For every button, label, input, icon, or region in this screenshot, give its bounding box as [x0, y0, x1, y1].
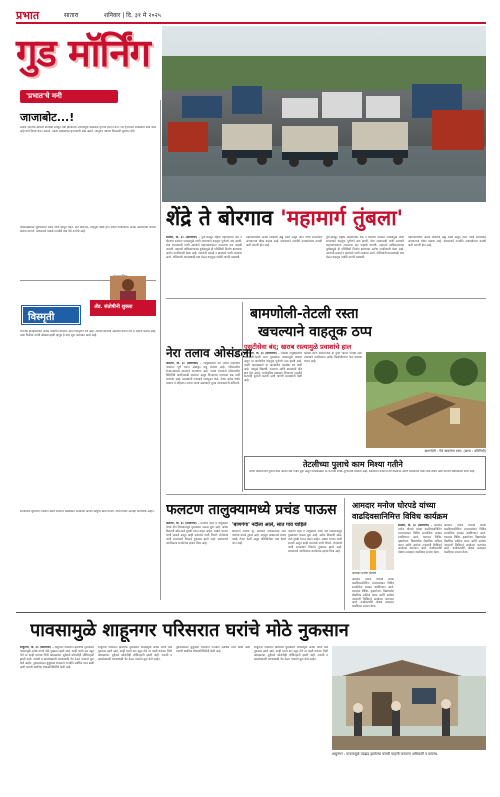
bamnoli-headline: बामणोली-तेटली रस्ता [250, 306, 359, 322]
ghorpade-dateline: सातारा, दि. ३० (प्रतिनिधी) - [398, 524, 433, 527]
damage-body-col2: शाहूनगर परिसरात झालेल्या मुसळधार पावसामुळे अनेक घरांचे मोठे नुकसान झाले आहे. काही घरांचे छत उडून गेले तर काही घरांच्या भिंती कोसळल्या. सुदैवाने कोणतीही जीवितहानी झाली नाही. तलाठी व ग्रामसेवकांनी घटनास्थळी भेट देऊन पंचनामे सुरू केले आहेत. [98, 646, 172, 661]
column-divider [160, 100, 161, 600]
lead-body-col3: पुणे-बंगळूर राष्ट्रीय महामार्गावर शेंद्रे ते बोरगाव दरम्यान पावसामुळे पाणी साचल्याने वाहतूक पूर्णपणे ठप्प झाली. सेवा रस्त्यांवरही पाणी आल्याने वाहनचालकांना तासन्तास वाट पाहावी लागली. महामार्ग प्राधिकरणाच्या दुर्लक्षामुळे ही परिस्थिती निर्माण झाल्याचा आरोप नागरिकांनी केला आहे. गटारांची सफाई न झाल्याने पाणी रस्त्यावर आले. पोलिसांनी घटनास्थळी धाव घेऊन वाहतूक पर्यायी मार्गाने वळवली. [326, 236, 404, 259]
damage-body-col3: नुकसानग्रस्त कुटुंबांना शासनाने तातडीने आर्थिक मदत द्यावी अशी मागणी स्थानिक लोकप्रतिनिधींनी केली आहे. [176, 646, 250, 653]
photo-caption: बामणोली : येथे खचलेला रस्ता. (छाया : प्रतिनिधी) [424, 449, 486, 453]
vismrutit-body-2: सामाजिक सुधारणा, शिक्षण आणि स्वातंत्र्य चळवळीत अनेकांनी आपले आयुष्य खर्ची घातले. त्यांचे विचार आजही मार्गदर्शक आहेत. [20, 510, 155, 513]
masthead-rule [16, 22, 486, 24]
ghorpade-body-col3: आमदार मनोज घोरपडे यांच्या वाढदिवसानिमित्त मतदारसंघात विविध सामाजिक उपक्रम राबविण्यात आले. रक्तदान शिबिर, वृक्षारोपण, विद्यार्थ्यांना शैक्षणिक साहित्य वाटप आणि आरोग्य तपासणी शिबिराचे आयोजन करण्यात आले. कार्यकर्त्यांनी मोठ्या उत्साहात वाढदिवस साजरा केला. [352, 578, 394, 608]
brand-logo: प्रभात [16, 9, 40, 22]
damage-body: शाहूनगर परिसरात झालेल्या मुसळधार पावसामुळे अनेक घरांचे मोठे नुकसान झाले आहे. काही घरांचे छत उडून गेले तर काही घरांच्या भिंती कोसळल्या. सुदैवाने कोणतीही जीवितहानी झाली नाही. तलाठी व ग्रामसेवकांनी घटनास्थळी भेट देऊन पंचनामे सुरू केले आहेत. [20, 646, 94, 665]
column-label-badge [20, 90, 118, 103]
damage-photo [332, 646, 486, 750]
lead-headline-plain: शेंद्रे ते बोरगाव [166, 206, 273, 230]
column-label: 'प्रभात'चे मनी [26, 92, 62, 100]
column-divider [344, 498, 345, 610]
city-label: सातारा [64, 12, 79, 19]
bamnoli-photo [366, 352, 486, 448]
bridge-body: तेटली परिसरातील पुलाचे काम अत्यंत संथ गतीने सुरू असून पावसाळ्यात या भागाचा संपर्क तुटण्याची शक्यता आहे. ठेकेदाराने कामाचा वेग वाढवावा आणि प्रशासनाने यावर लक्ष ठेवावे अशी मागणी स्थानिकांनी केली आहे. [249, 470, 476, 473]
bamnoli-body-col2: कोयना धरण परिसरातील या दुर्गम भागात पर्यायी रस्ता नसल्याने नागरिकांना अनेक किलोमीटरचा फेरा घालावा लागत आहे. [304, 352, 362, 363]
nira-body-text-2: गेल्या अनेक वर्षांत प्रथमच मे महिन्यात तलाव भरला असल्याचे जुन्या जाणकारांनी सांगितले. [166, 376, 240, 385]
ghorpade-headline-2: वाढदिवसानिमित्त विविध कार्यक्रम [352, 512, 448, 521]
divider [166, 494, 486, 495]
column-body-2: पावसाळ्याच्या सुरुवातीला सर्वत्र पाणी साचून राहते. रस्ते खचतात, वाहतूक कोंडी होते आणि नागरिकांना अनेक अडचणींचा सामना करावा लागतो. प्रशासनाने याकडे तातडीने लक्ष देणे गरजेचे आहे. [20, 226, 156, 233]
lead-dateline: सातारा, दि. ३० (प्रतिनिधी) - [166, 236, 200, 239]
nira-body [166, 362, 240, 490]
date-label: शनिवार | दि. ३१ मे २०२५ [104, 12, 161, 19]
lead-body-col1 [166, 236, 242, 296]
damage-body-col1 [20, 646, 94, 786]
lead-body-col2: महामार्गावरील अनेक ठिकाणी खड्डे पडले असून त्यात पाणी साचल्याने अपघाताचा धोका वाढला आहे. प्रशासनाने तातडीने उपाययोजना करावी अशी मागणी होत आहे. [246, 236, 322, 247]
phaltan-body: फलटण शहर व तालुक्यात गेल्या दोन दिवसांपासून मुसळधार पाऊस सुरू आहे. अनेक ठिकाणी ओढे-नाले दुथडी भरून वाहत आहेत. सखल भागात पाणी साचले असून काही घरांमध्ये पाणी शिरले. शेतांमध्ये पाणी साचल्याने पिकांचे नुकसान झाले आहे. प्रशासनाने नागरिकांना सतर्कतेचा इशारा दिला आहे. [166, 522, 228, 545]
vismrutit-body: भारतीय इतिहासातील अनेक व्यक्तींचे योगदान आज विस्मृतीत गेले आहे. त्यांच्या कार्याची आठवण करून देणे हे आपले कर्तव्य आहे. नव्या पिढीला त्यांची ओळख व्हावी म्हणून हे सदर सुरू करण्यात आले आहे. [20, 330, 156, 337]
ghorpade-body: आमदार मनोज घोरपडे यांच्या वाढदिवसानिमित्त मतदारसंघात विविध सामाजिक उपक्रम राबविण्यात आले. रक्तदान शिबिर, वृक्षारोपण, विद्यार्थ्यांना शैक्षणिक साहित्य वाटप आणि आरोग्य तपासणी शिबिराचे आयोजन करण्यात आले. कार्यकर्त्यांनी मोठ्या उत्साहात वाढदिवस साजरा केला. [398, 524, 442, 555]
column-divider [242, 302, 243, 492]
divider [166, 298, 486, 299]
ghorpade-caption: आमदार मनोज घोरपडे [352, 571, 376, 575]
divider [16, 612, 486, 613]
damage-caption: शाहूनगर : पावसामुळे पडझड झालेल्या घराची पाहणी करताना अधिकारी व ग्रामस्थ. [332, 752, 439, 756]
ghorpade-body-col2: आमदार मनोज घोरपडे यांच्या वाढदिवसानिमित्त मतदारसंघात विविध सामाजिक उपक्रम राबविण्यात आले. रक्तदान शिबिर, वृक्षारोपण, विद्यार्थ्यांना शैक्षणिक साहित्य वाटप आणि आरोग्य तपासणी शिबिराचे आयोजन करण्यात आले. कार्यकर्त्यांनी मोठ्या उत्साहात वाढदिवस साजरा केला. [444, 524, 486, 555]
masthead-bar [16, 8, 486, 22]
lead-headline [166, 204, 486, 232]
bridge-box [244, 456, 486, 490]
section-title: गुड मॉर्निंग [16, 31, 150, 75]
damage-dateline: शाहूनगर, दि. ३० (प्रतिनिधी) - [20, 646, 54, 649]
bamnoli-body: जावळी तालुक्यातील बामणोली-तेटली रस्ता मुसळधार पावसामुळे खचला असून या मार्गावरील वाहतूक पूर्णपणे ठप्प झाली आहे. एसटी महामंडळाने या मार्गावरील बससेवा बंद केली आहे. त्यामुळे विद्यार्थी, कामगार आणि ग्रामस्थांचे मोठे हाल होत आहेत. सार्वजनिक बांधकाम विभागाने तातडीने रस्त्याची दुरुस्ती करावी अशी मागणी ग्रामस्थांनी केली आहे. [244, 352, 302, 383]
phaltan-dateline: फलटण, दि. ३० (प्रतिनिधी) - [166, 522, 200, 525]
damage-body-col4: शाहूनगर परिसरात झालेल्या मुसळधार पावसामुळे अनेक घरांचे मोठे नुकसान झाले आहे. काही घरांचे छत उडून गेले तर काही घरांच्या भिंती कोसळल्या. सुदैवाने कोणतीही जीवितहानी झाली नाही. तलाठी व ग्रामसेवकांनी घटनास्थळी भेट देऊन पंचनामे सुरू केले आहेत. [254, 646, 328, 661]
phaltan-body-col2: बाणगंगा नदीला पूर आल्याने नदीकाठच्या सात गावांचा संपर्क तुटला आहे. महसूल प्रशासनाने बचाव पथके तैनात केली असून परिस्थितीवर लक्ष ठेवले जात आहे. [232, 530, 286, 545]
phaltan-body-col1 [166, 522, 228, 608]
column-title: जाजाबोट...! [20, 111, 75, 124]
lead-photo-highway [162, 26, 486, 202]
phaltan-headline: फलटण तालुक्यामध्ये प्रचंड पाऊस [166, 502, 337, 518]
vismrutit-badge-text: विस्मृती [28, 312, 55, 323]
column-body: प्रत्येक भारतीय आपली दिनचर्या संपवून रात्री झोपायला जाण्यापूर्वी सकाळचे वृत्तपत्र हातात घेतो. त्या वृत्तपत्रात सकाळीच काय काय आहे याचे विचार करत असतो. त्याला सकाळच्या वृत्तपत्राची ओढ असते. त्यातूनच त्याच्या दिवसाची सुरुवात होते. [20, 126, 156, 133]
author-photo [110, 276, 146, 300]
phaltan-mid-heading: 'बाणगंगा' नदीला आले, सात गाव चाहिले [232, 522, 307, 528]
nira-body-text: तालुक्यातील नेरा तलाव पहिल्याच पावसात पूर्ण भरून ओसंडून वाहू लागला आहे. परिसरातील शेतकऱ्यांमध्ये आनंदाचे वातावरण आहे. तलाव भरल्याने परिसरातील विहिरींची पाणीपातळी वाढणार असून पिण्याच्या पाण्याचा प्रश्न मार्गी लागणार आहे. ग्रामस्थांनी तलावाचे जलपूजन केले. [166, 362, 240, 381]
bamnoli-headline-2: खचल्याने वाहतूक ठप्प [258, 324, 372, 340]
damage-body-2: नुकसानग्रस्त कुटुंबांना शासनाने तातडीने आर्थिक मदत द्यावी अशी मागणी स्थानिक लोकप्रतिनिधींनी केली आहे. [20, 660, 94, 669]
bridge-headline: तेटलीच्या पुलाचे काम मिश्या गतीने [303, 460, 403, 469]
phaltan-body-col3: फलटण शहर व तालुक्यात गेल्या दोन दिवसांपासून मुसळधार पाऊस सुरू आहे. अनेक ठिकाणी ओढे-नाले दुथडी भरून वाहत आहेत. सखल भागात पाणी साचले असून काही घरांमध्ये पाणी शिरले. शेतांमध्ये पाणी साचल्याने पिकांचे नुकसान झाले आहे. प्रशासनाने नागरिकांना सतर्कतेचा इशारा दिला आहे. [288, 530, 342, 553]
bamnoli-subhead: एसटीसेवा बंद; खराब रस्त्यामुळे प्रवाशांचे हाल [244, 343, 352, 351]
lead-body-col4: महामार्गावरील अनेक ठिकाणी खड्डे पडले असून त्यात पाणी साचल्याने अपघाताचा धोका वाढला आहे. प्रशासनाने तातडीने उपाययोजना करावी अशी मागणी होत आहे. [408, 236, 486, 247]
ghorpade-body-col1 [398, 524, 442, 608]
damage-headline: पावसामुळे शाहूनगर परिसरात घरांचे मोठे नुकसान [30, 620, 349, 641]
vismrutit-badge [22, 306, 80, 324]
lead-headline-quote: 'महामार्ग तुंबला' [280, 206, 404, 230]
nira-headline: नेरा तलाव ओसंडला [166, 346, 252, 360]
ghorpade-photo [352, 524, 394, 570]
nira-dateline: फलटण, दि. ३० (प्रतिनिधी) - [166, 362, 202, 365]
lead-body: पुणे-बंगळूर राष्ट्रीय महामार्गावर शेंद्रे ते बोरगाव दरम्यान पावसामुळे पाणी साचल्याने वाहतूक पूर्णपणे ठप्प झाली. सेवा रस्त्यांवरही पाणी आल्याने वाहनचालकांना तासन्तास वाट पाहावी लागली. महामार्ग प्राधिकरणाच्या दुर्लक्षामुळे ही परिस्थिती निर्माण झाल्याचा आरोप नागरिकांनी केला आहे. गटारांची सफाई न झाल्याने पाणी रस्त्यावर आले. पोलिसांनी घटनास्थळी धाव घेऊन वाहतूक पर्यायी मार्गाने वळवली. [166, 236, 242, 259]
bamnoli-body-col1 [244, 352, 302, 424]
vismrutit-byline-text: ॲड. संतोषीनी शुक्ला [94, 304, 133, 310]
bamnoli-dateline: बामणोली, दि. ३० (प्रतिनिधी) - [244, 352, 280, 355]
ghorpade-headline: आमदार मनोज घोरपडे यांच्या [352, 501, 436, 510]
vismrutit-byline [90, 300, 156, 316]
